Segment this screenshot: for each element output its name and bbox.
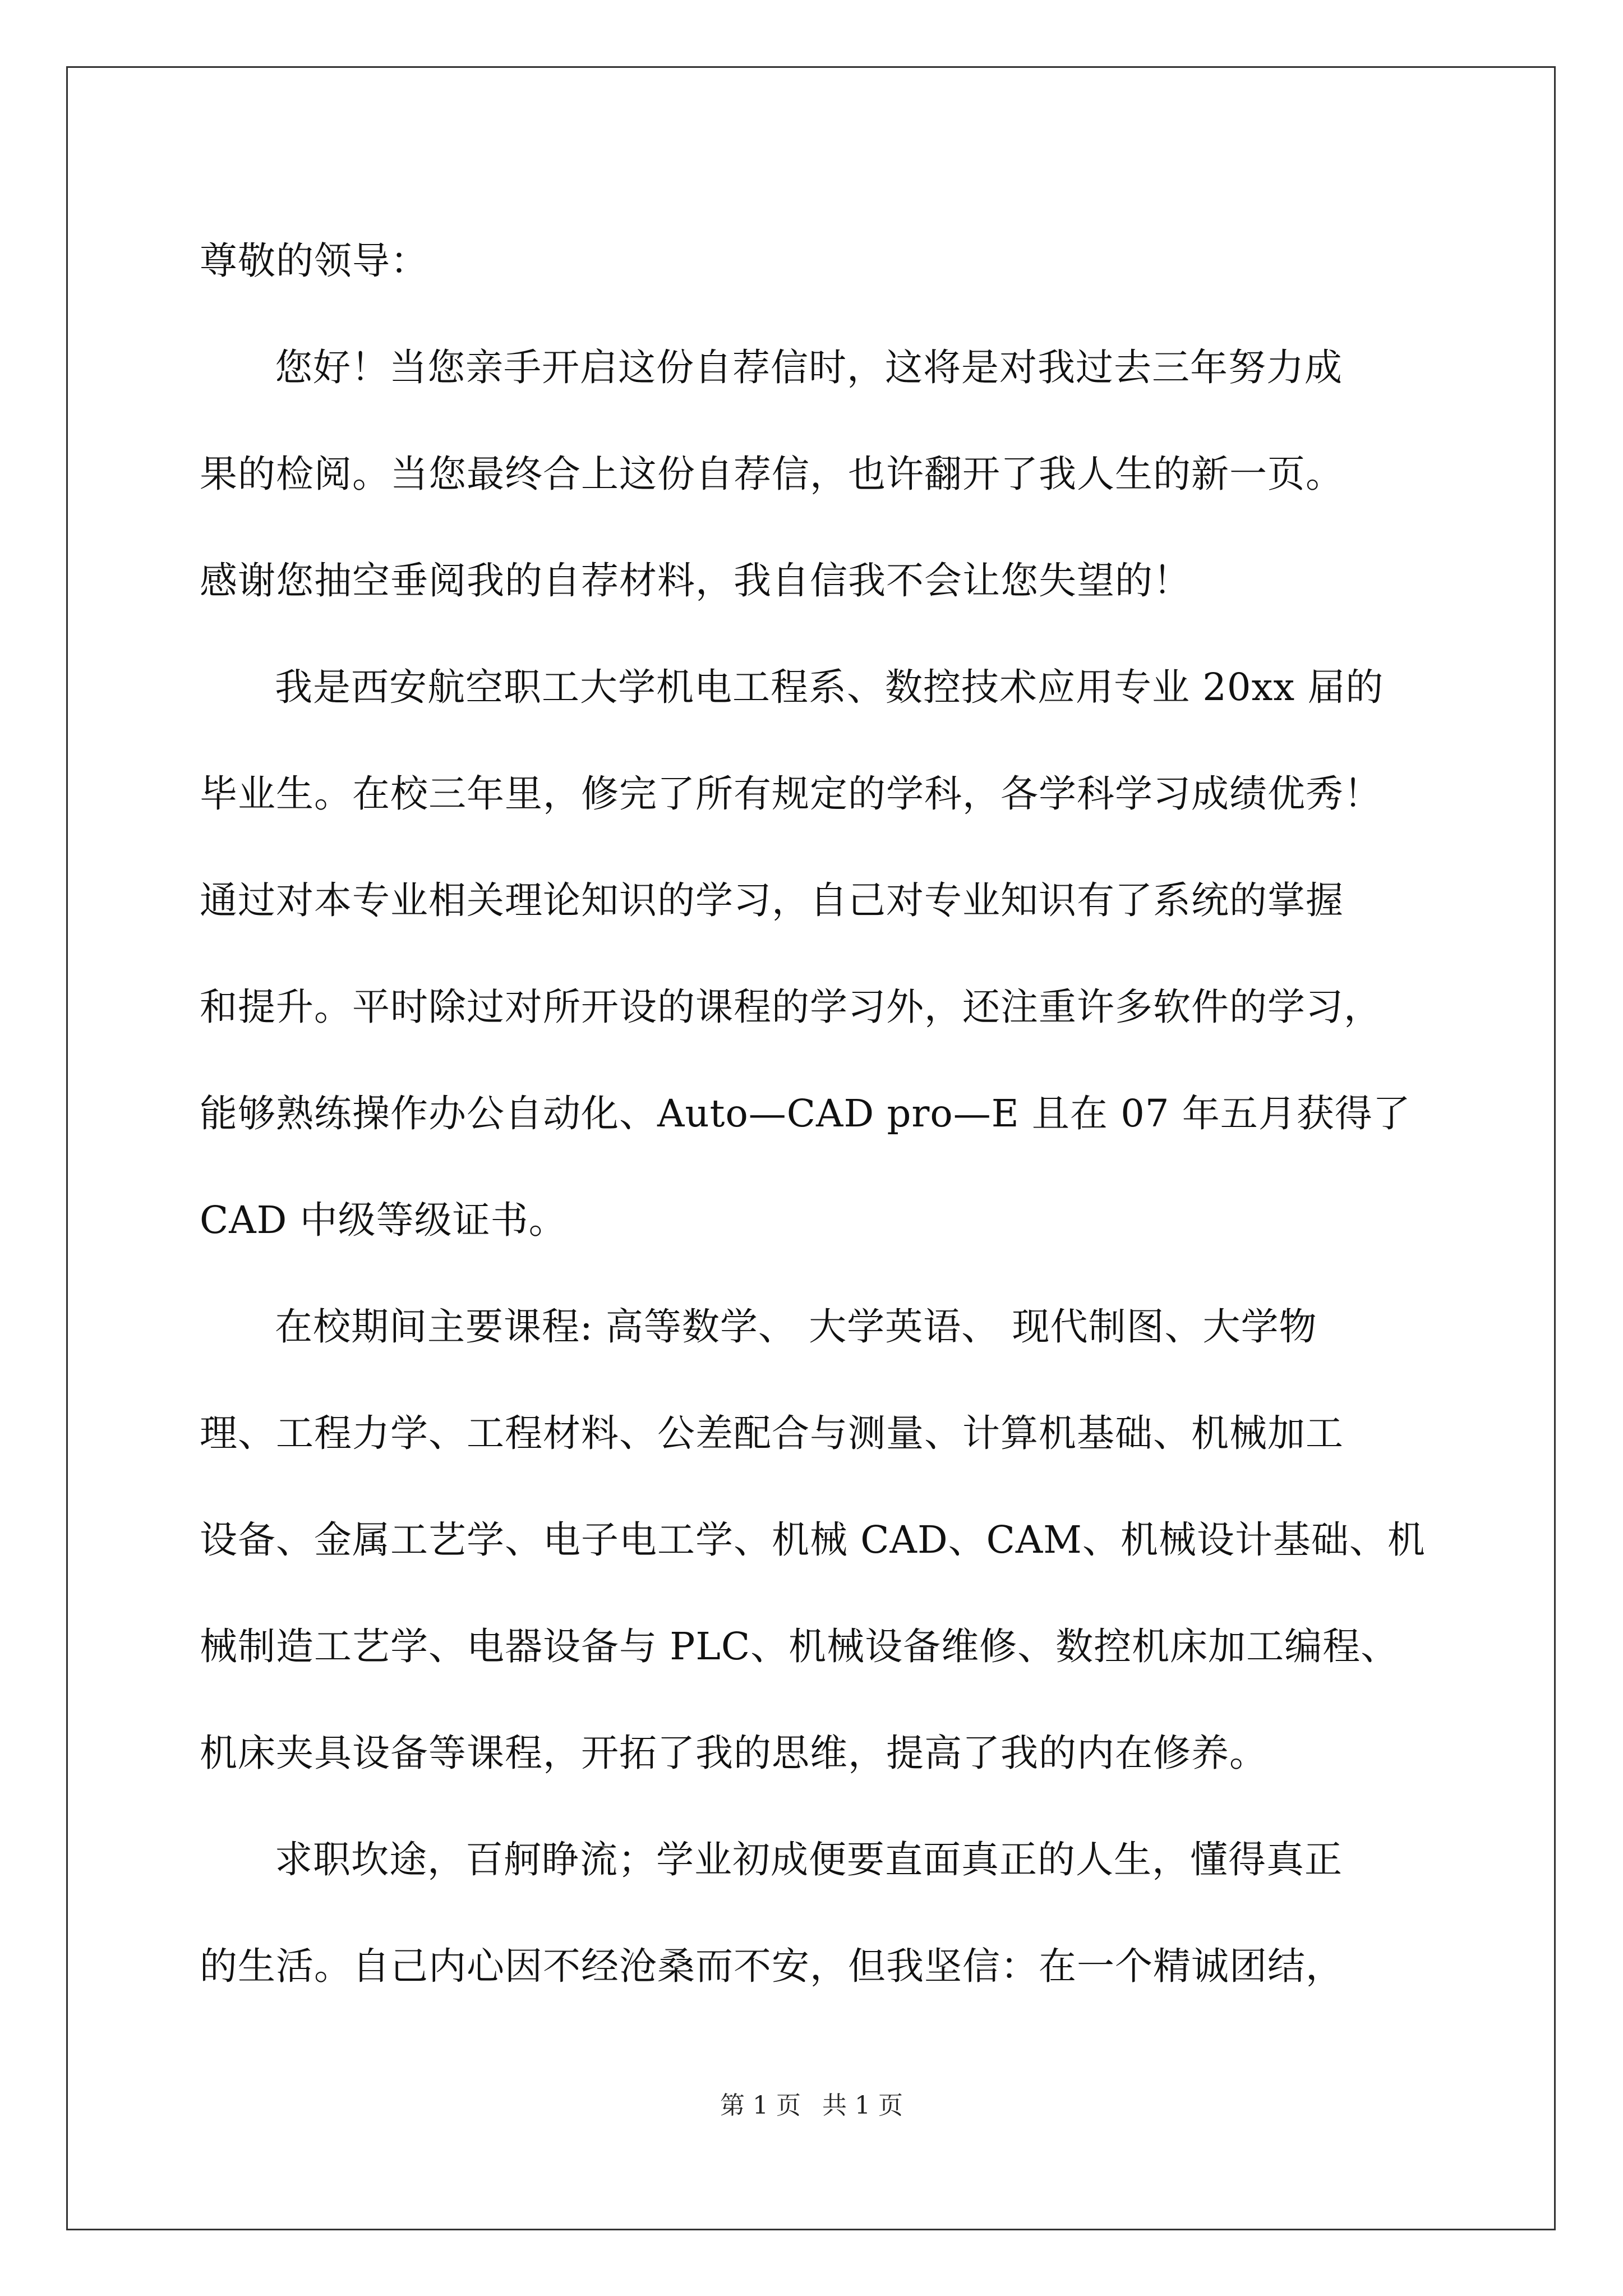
paragraph-line: 和提升。平时除过对所开设的课程的学习外，还注重许多软件的学习， [200,985,1382,1029]
paragraph-line: 我是西安航空职工大学机电工程系、数控技术应用专业 20xx 届的 [275,665,1384,709]
page-footer [0,2089,1623,2123]
paragraph-line: 能够熟练操作办公自动化、Auto—CAD pro—E 且在 07 年五月获得了 [200,1092,1411,1135]
paragraph-line: 机床夹具设备等课程，开拓了我的思维，提高了我的内在修养。 [200,1731,1267,1775]
paragraph-line: 感谢您抽空垂阅我的自荐材料，我自信我不会让您失望的！ [200,559,1191,602]
page-total: 共 1 页 [822,2091,903,2120]
paragraph-line: 理、工程力学、工程材料、公差配合与测量、计算机基础、机械加工 [200,1411,1344,1455]
paragraph-line: 求职坎途，百舸睁流；学业初成便要直面真正的人生，懂得真正 [275,1838,1343,1881]
paragraph-line: 在校期间主要课程: 高等数学、 大学英语、 现代制图、大学物 [275,1305,1317,1349]
page-number: 第 1 页 [720,2091,801,2120]
letter-body [200,208,1433,2019]
paragraph-line: 设备、金属工艺学、电子电工学、机械 CAD、CAM、机械设计基础、机 [200,1518,1426,1562]
paragraph-line: 的生活。自己内心因不经沧桑而不安，但我坚信：在一个精诚团结， [200,1944,1344,1988]
salutation: 尊敬的领导： [200,239,428,283]
paragraph-line: 毕业生。在校三年里，修完了所有规定的学科，各学科学习成绩优秀！ [200,772,1382,816]
paragraph-line: 通过对本专业相关理论知识的学习，自己对专业知识有了系统的掌握 [200,878,1344,922]
paragraph-line: 您好！当您亲手开启这份自荐信时，这将是对我过去三年努力成 [275,346,1343,389]
paragraph-line: 果的检阅。当您最终合上这份自荐信，也许翻开了我人生的新一页。 [200,452,1344,496]
paragraph-line: CAD 中级等级证书。 [200,1198,567,1242]
paragraph-line: 械制造工艺学、电器设备与 PLC、机械设备维修、数控机床加工编程、 [200,1625,1399,1668]
